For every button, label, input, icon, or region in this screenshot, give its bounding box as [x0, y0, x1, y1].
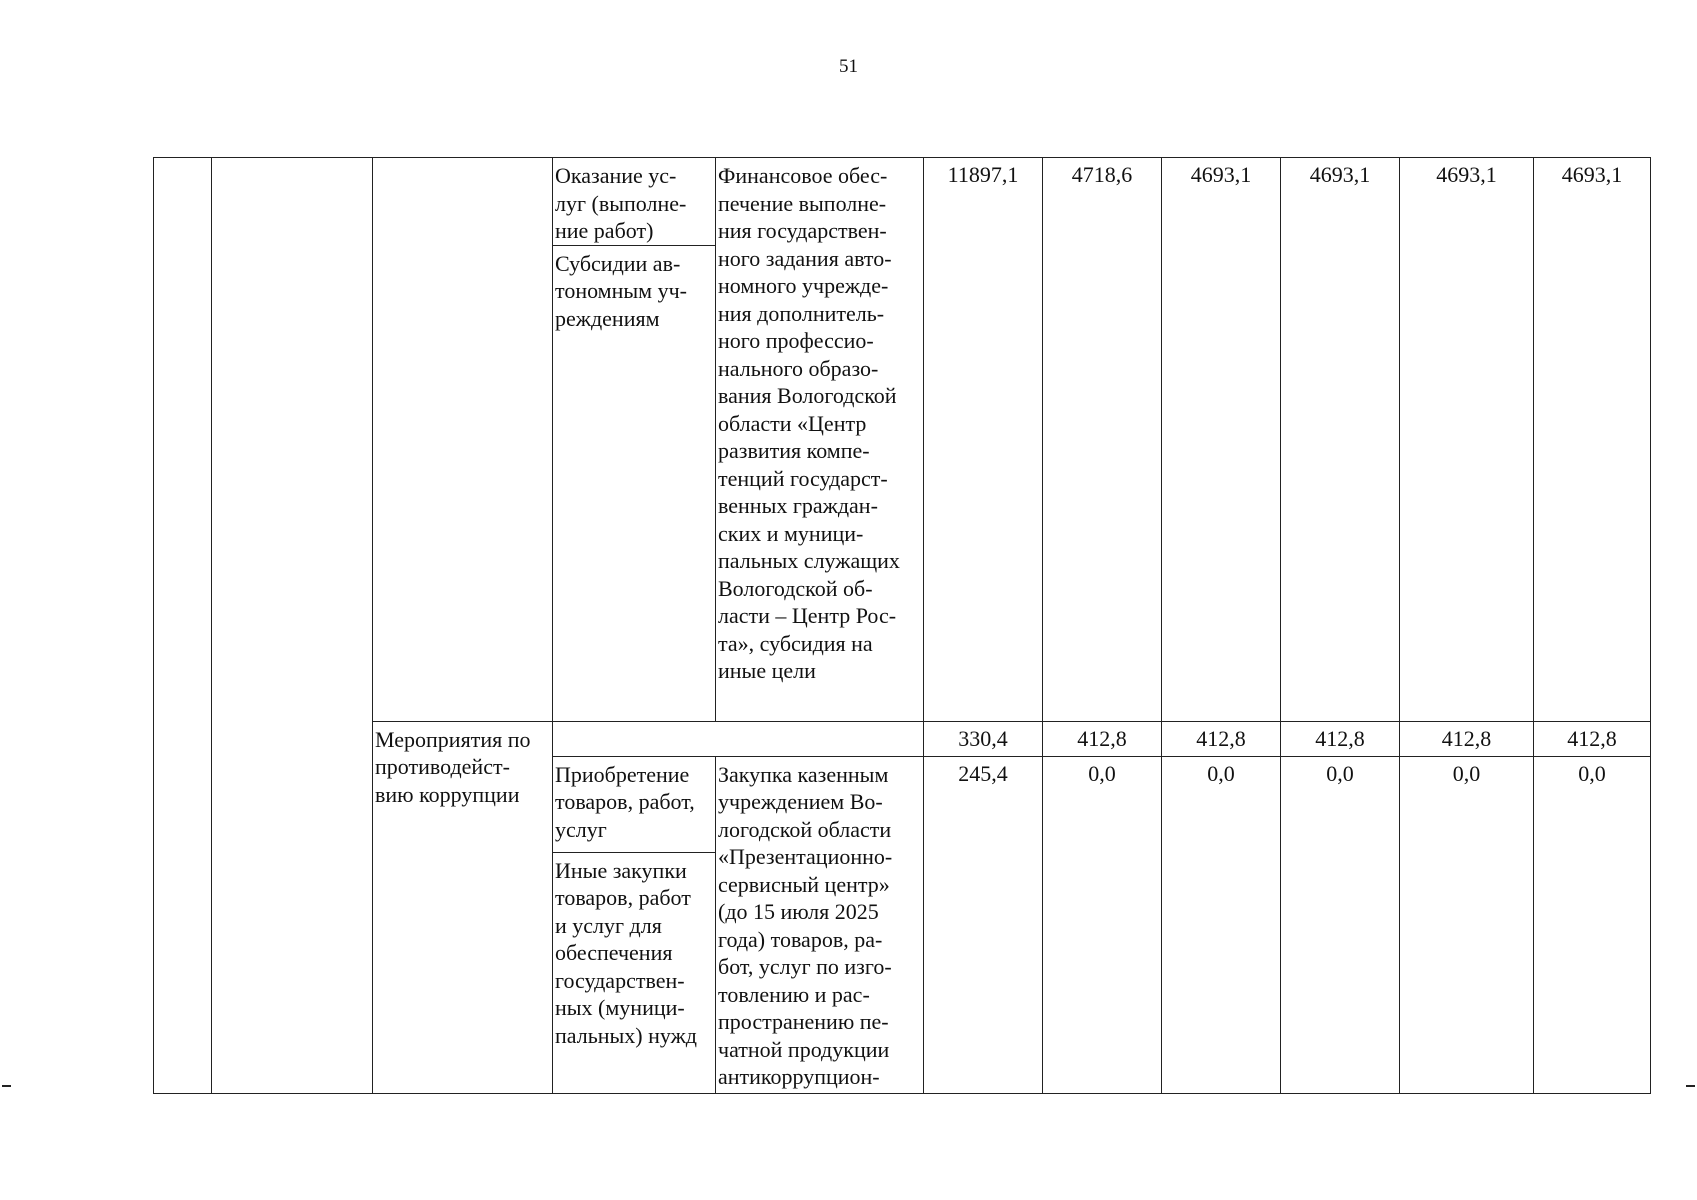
amount-cell: 4693,1	[1281, 158, 1400, 722]
amount-cell: 0,0	[1400, 756, 1534, 1093]
amount-cell: 0,0	[1043, 756, 1162, 1093]
program-cell	[212, 158, 373, 1094]
amount-cell: 412,8	[1400, 721, 1534, 756]
amount-cell: 330,4	[924, 721, 1043, 756]
amount-cell: 4693,1	[1400, 158, 1534, 722]
empty-merged-cell	[553, 721, 924, 756]
amount-cell: 4693,1	[1162, 158, 1281, 722]
table-row	[154, 721, 1651, 756]
amount-cell: 0,0	[1281, 756, 1400, 1093]
amount-cell: 0,0	[1534, 756, 1651, 1093]
expense-kind-cell: Субсидии ав- тономным уч- реждениям	[553, 245, 716, 721]
amount-cell: 412,8	[1162, 721, 1281, 756]
amount-cell: 4718,6	[1043, 158, 1162, 722]
expense-kind-cell: Приобретение товаров, работ, услуг	[553, 756, 716, 852]
amount-cell: 0,0	[1162, 756, 1281, 1093]
amount-cell: 4693,1	[1534, 158, 1651, 722]
event-cell: Мероприятия по противодейст- вию коррупции	[373, 721, 553, 1093]
expense-kind-cell: Иные закупки товаров, работ и услуг для обеспечения государствен- ных (муници- пальных) нужд	[553, 852, 716, 1093]
amount-cell: 412,8	[1043, 721, 1162, 756]
scan-mark-right	[1686, 1085, 1695, 1087]
amount-cell: 412,8	[1534, 721, 1651, 756]
description-cell: Финансовое обес- печение выполне- ния государствен- ного задания авто- номного учрежде- ния дополнитель- ного профессио- нального образо- вания Вологодской области «Центр развития компе- тенций государст- венных граждан- ских и муници- пальных служащих Вологодской об- ласти – Центр Рос- та», субсидия на иные цели	[716, 158, 924, 722]
scan-mark-left	[2, 1085, 11, 1087]
budget-table	[153, 157, 1651, 1094]
description-cell: Закупка казенным учреждением Во- логодской области «Презентационно- сервисный центр» (до 15 июля 2025 года) товаров, ра- бот, услуг по изго- товлению и рас- пространению пе- чатной продукции антикоррупцион-	[716, 756, 924, 1093]
table-row	[154, 158, 1651, 246]
page-number: 51	[839, 56, 858, 77]
amount-cell: 245,4	[924, 756, 1043, 1093]
budget-table-wrapper	[153, 157, 1651, 1094]
event-cell	[373, 158, 553, 722]
expense-kind-cell: Оказание ус- луг (выполне- ние работ)	[553, 158, 716, 246]
amount-cell: 412,8	[1281, 721, 1400, 756]
index-cell	[154, 158, 212, 1094]
amount-cell: 11897,1	[924, 158, 1043, 722]
